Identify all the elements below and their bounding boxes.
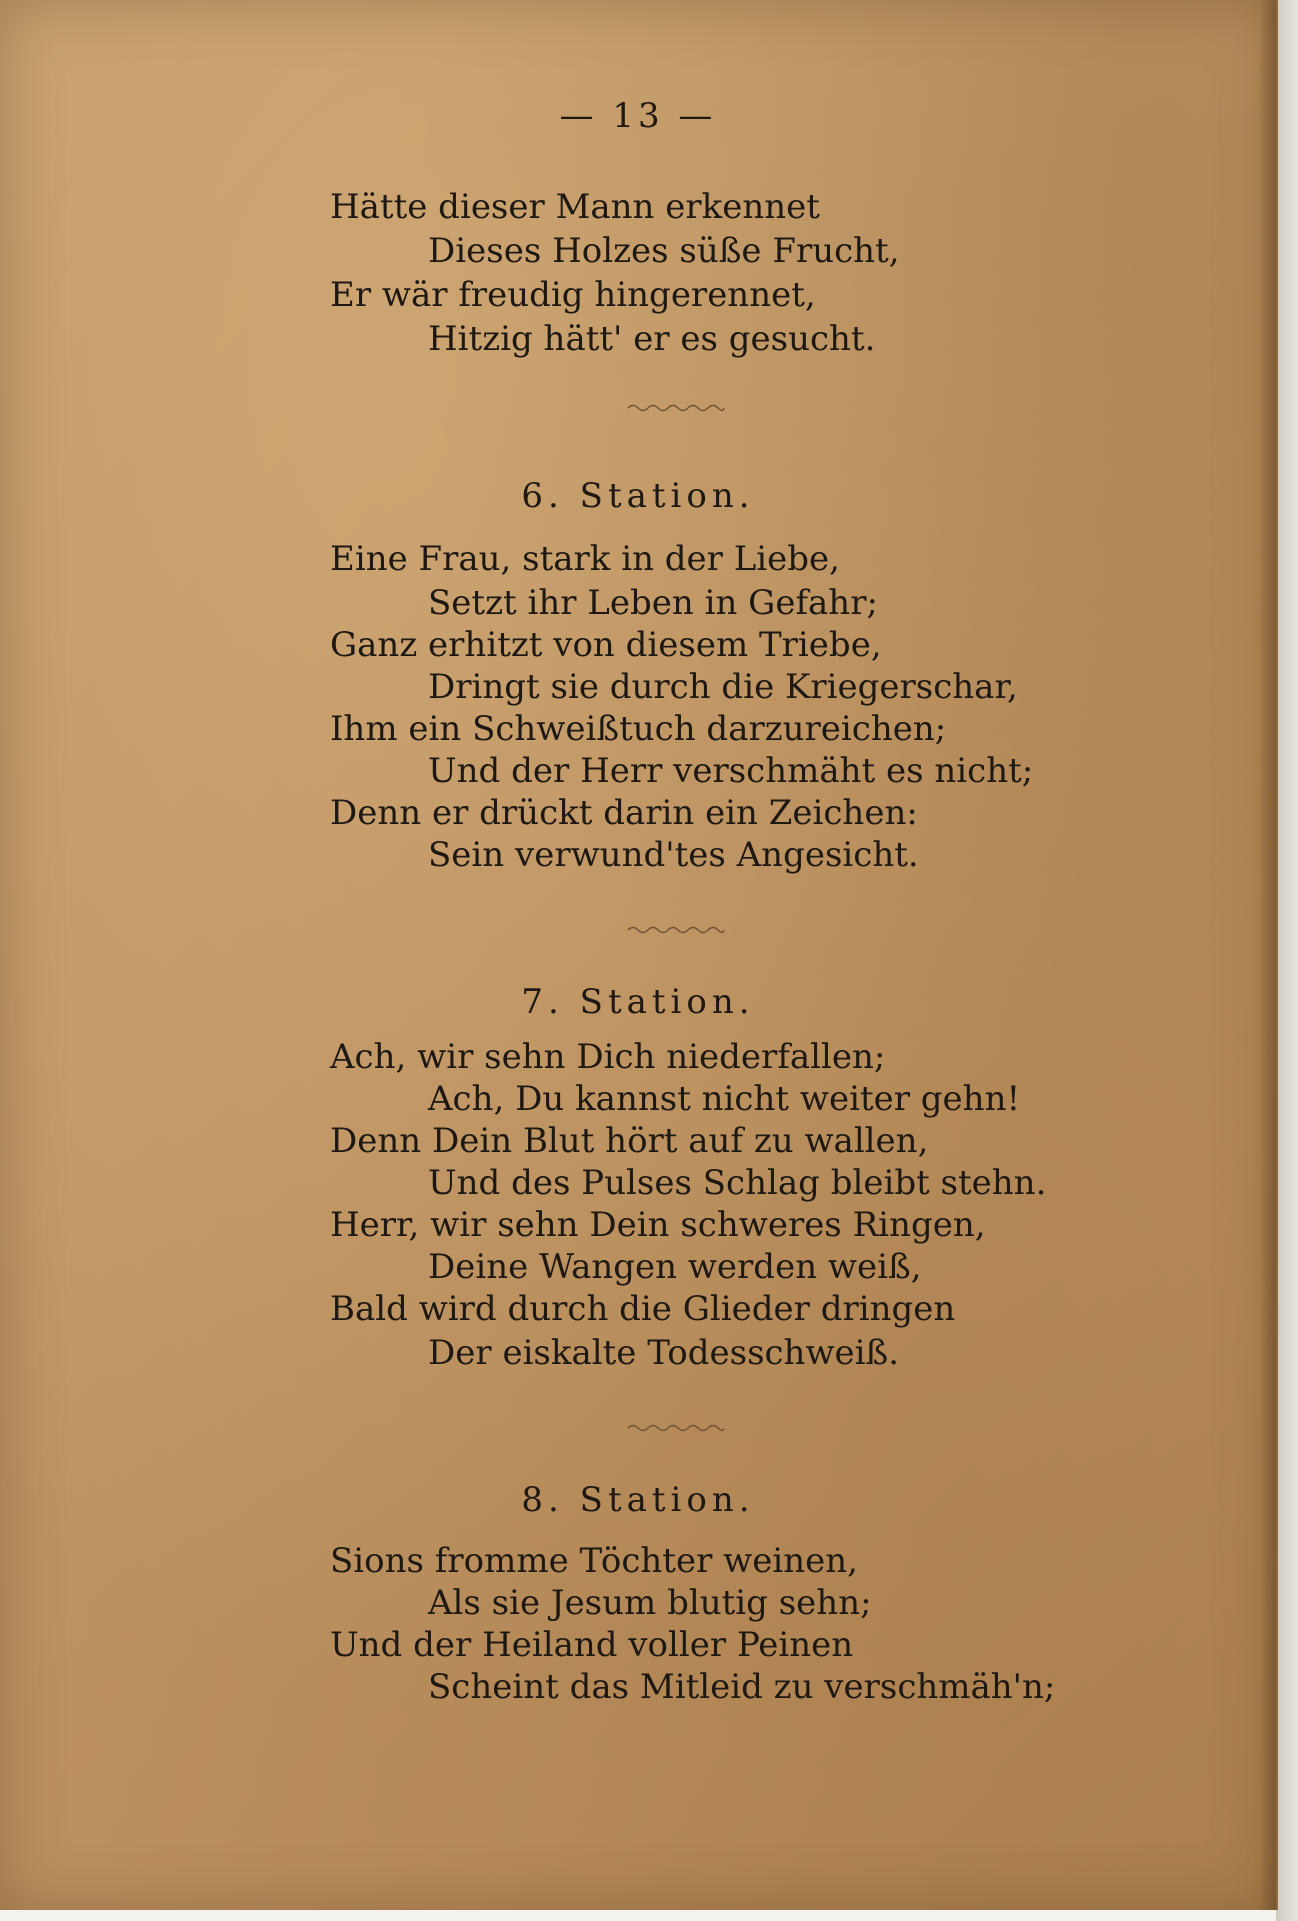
station-7-line-1: Ach, wir sehn Dich niederfallen; xyxy=(330,1037,886,1077)
station-7-line-7: Bald wird durch die Glieder dringen xyxy=(330,1289,956,1329)
page-number: — 13 — xyxy=(559,96,717,136)
scan-background xyxy=(1276,0,1298,1921)
ornament-divider xyxy=(626,924,726,936)
station-6-title: 6. Station. xyxy=(521,476,755,516)
station-7-line-4: Und des Pulses Schlag bleibt stehn. xyxy=(428,1163,1047,1203)
station-6-line-1: Eine Frau, stark in der Liebe, xyxy=(330,539,840,579)
intro-line-1: Hätte dieser Mann erkennet xyxy=(330,187,820,227)
station-8-line-3: Und der Heiland voller Peinen xyxy=(330,1625,854,1665)
station-7-title: 7. Station. xyxy=(521,982,755,1022)
intro-line-2: Dieses Holzes süße Frucht, xyxy=(428,231,900,271)
station-6-line-8: Sein verwund'tes Angesicht. xyxy=(428,835,919,875)
station-8-line-1: Sions fromme Töchter weinen, xyxy=(330,1541,858,1581)
station-6-line-5: Ihm ein Schweißtuch darzureichen; xyxy=(330,709,947,749)
station-6-line-7: Denn er drückt darin ein Zeichen: xyxy=(330,793,918,833)
page-edge-shadow xyxy=(1258,0,1276,1910)
ornament-divider xyxy=(626,402,726,414)
station-8-title: 8. Station. xyxy=(521,1480,755,1520)
station-6-line-4: Dringt sie durch die Kriegerschar, xyxy=(428,667,1018,707)
station-7-line-3: Denn Dein Blut hört auf zu wallen, xyxy=(330,1121,929,1161)
station-8-line-2: Als sie Jesum blutig sehn; xyxy=(428,1583,872,1623)
station-6-line-6: Und der Herr verschmäht es nicht; xyxy=(428,751,1034,791)
intro-line-3: Er wär freudig hingerennet, xyxy=(330,275,816,315)
station-7-line-5: Herr, wir sehn Dein schweres Ringen, xyxy=(330,1205,986,1245)
station-7-line-6: Deine Wangen werden weiß, xyxy=(428,1247,922,1287)
station-7-line-2: Ach, Du kannst nicht weiter gehn! xyxy=(428,1079,1021,1119)
ornament-divider xyxy=(626,1422,726,1434)
station-8-line-4: Scheint das Mitleid zu verschmäh'n; xyxy=(428,1667,1056,1707)
station-7-line-8: Der eiskalte Todesschweiß. xyxy=(428,1333,900,1373)
station-6-line-2: Setzt ihr Leben in Gefahr; xyxy=(428,583,878,623)
station-6-line-3: Ganz erhitzt von diesem Triebe, xyxy=(330,625,882,665)
intro-line-4: Hitzig hätt' er es gesucht. xyxy=(428,319,876,359)
